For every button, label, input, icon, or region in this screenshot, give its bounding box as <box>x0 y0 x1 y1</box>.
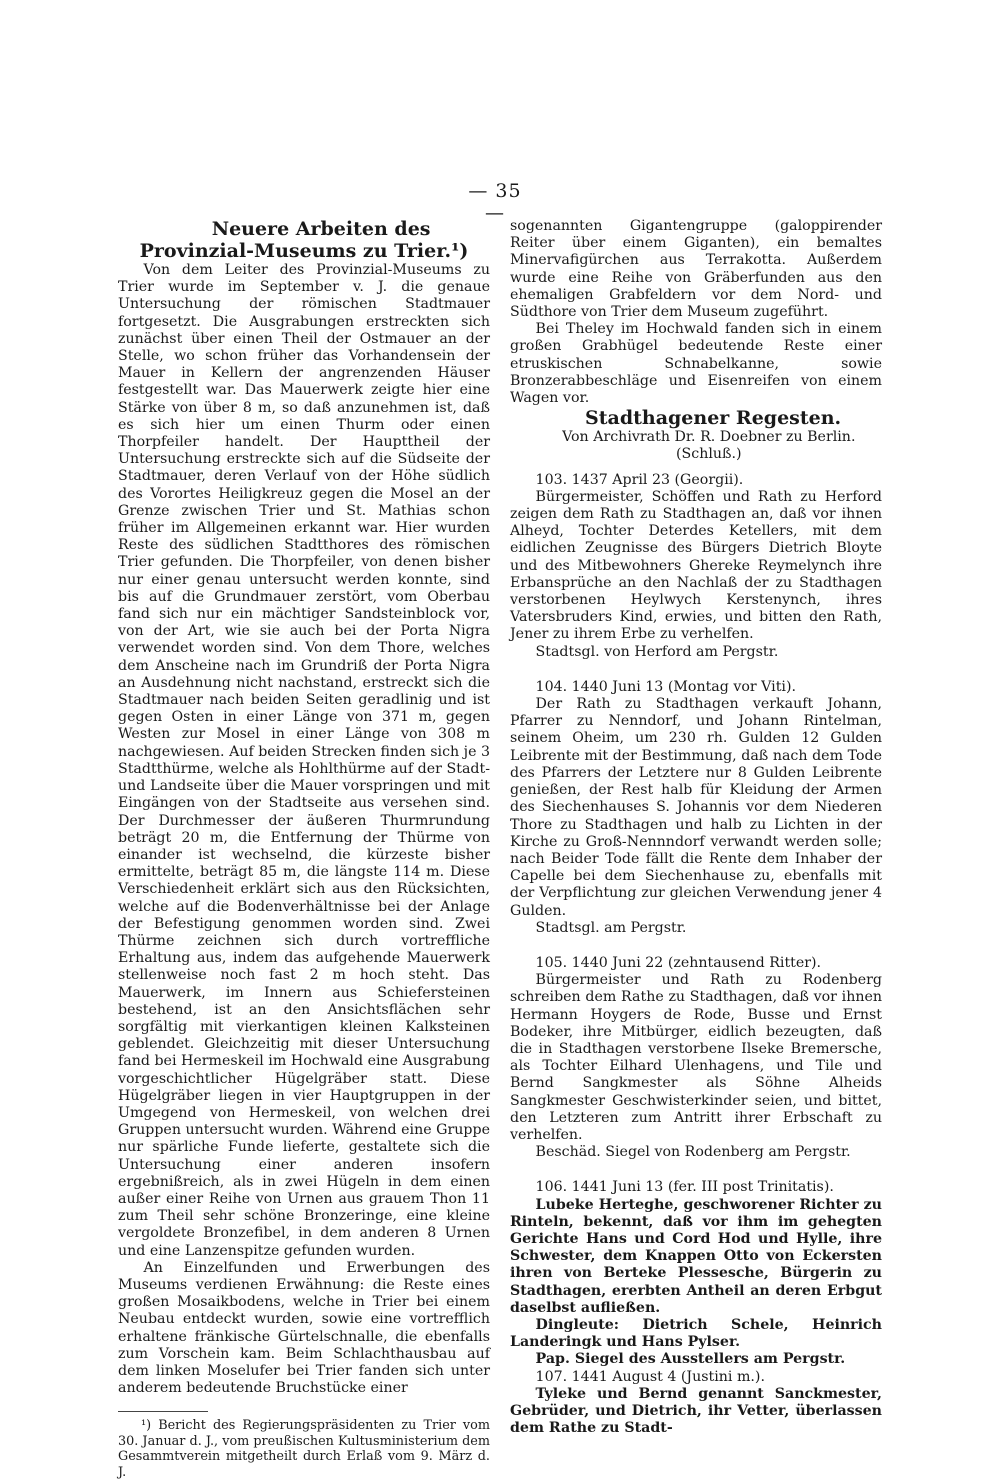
article-paragraph: An Einzelfunden und Erwerbungen des Museums verdienen Erwähnung: die Reste eines großen Mosaikbodens, welche in Trier bei einem Neubau entdeckt wurden, sowie eine vortrefflich erhaltene fränkische Gürtelschnalle, die ebenfalls zum Vorschein kam. Beim Schlachthausbau auf dem linken Moselufer bei Trier fanden sich unter anderem bedeutende Bruchstücke einer <box>118 1259 490 1397</box>
entry-seal-note: Beschäd. Siegel von Rodenberg am Pergstr. <box>535 1144 851 1161</box>
footnote-divider <box>118 1411 208 1412</box>
article-paragraph: sogenannten Gigantengruppe (galoppirender Reiter über einem Giganten), ein bemaltes Minervafigürchen aus Terrakotta. Außerdem wurde eine Reihe von Gräberfunden aus den ehemaligen Grabfeldern vor dem Nord- und Südthore von Trier dem Museum zugeführt. <box>510 218 882 321</box>
regest-entry-107 <box>510 1369 882 1438</box>
entry-text: Bürgermeister und Rath zu Rodenberg schreiben dem Rathe zu Stadthagen, daß vor ihnen Hermann Hoygers de Rode, Busse und Ernst Bodeker, ihre Mitbürger, eidlich bezeugten, daß die in Stadthagen verstorbene Ilseke Bremersche, als Tochter Eilhard Ulenhagens, und Tile und Bernd Sangkmester als Söhne Alheids Sangkmester Geschwisterkinder seien, und bittet, den Letzteren zum Antritt ihrer Erbschaft zu verhelfen. <box>510 972 882 1143</box>
footnote: ¹) Bericht des Regierungspräsidenten zu Trier vom 30. Januar d. J., vom preußischen Kultusministerium dem Gesammtverein mitgetheilt durch Erlaß vom 9. März d. J. <box>118 1418 490 1480</box>
entry-text: Der Rath zu Stadthagen verkauft Johann, Pfarrer zu Nenndorf, und Johann Rintelman, seinem Oheim, um 230 rh. Gulden 12 Gulden Leibrente mit der Bestimmung, daß nach dem Tode des Pfarrers der Letztere nur 8 Gulden Leibrente genießen, der Rest halb für Kleidung der Armen des Siechenhauses S. Johannis vor dem Niederen Thore zu Stadthagen und halb zu Lichten in der Kirche zu Groß-Nennndorf verwandt werden solle; nach Beider Tode fällt die Rente dem Inhaber der Capelle bei dem Siechenhause zu, ebenfalls mit der Verpflichtung zur gleichen Verwendung jener 4 Gulden. <box>510 696 882 919</box>
continuation-note: (Schluß.) <box>676 446 742 463</box>
entry-heading: 104. 1440 Juni 13 (Montag vor Viti). <box>535 678 796 695</box>
entry-text: Bürgermeister, Schöffen und Rath zu Herford zeigen dem Rath zu Stadthagen an, daß vor ihnen Alheyd, Tochter Deterdes Ketellers, mit dem eidlichen Zeugnisse des Bürgers Dietrich Bloyte und des Mitbewohners Ghereke Reymelynch ihre Erbansprüche an den Nachlaß der zu Stadthagen verstorbenen Heylwych Kerstenynch, ihres Vatersbruders Kind, erwies, und bitten den Rath, Jener zu ihrem Erbe zu verhelfen. <box>510 488 882 643</box>
regest-entry-106 <box>510 1179 882 1368</box>
regest-entry-104 <box>510 679 882 937</box>
article-paragraph: Von dem Leiter des Provinzial-Museums zu Trier wurde im September v. J. die genaue Untersuchung der römischen Stadtmauer fortgesetzt. Die Ausgrabungen erstreckten sich zunächst über einen Theil der Ostmauer an der Stelle, wo schon früher das Vorhandensein der Mauer in Kellern der angrenzenden Häuser festgestellt war. Das Mauerwerk zeigte hier eine Stärke von über 8 m, so daß anzunehmen ist, daß es sich hier um einen Thurm oder einen Thorpfeiler handelt. Der Haupttheil der Untersuchung erstreckte sich auf die Südseite der Stadtmauer, deren Verlauf von der Höhe südlich des Vorortes Heiligkreuz gegen die Mosel an der Grenze zwischen Trier und St. Mathias schon früher im Allgemeinen erkannt war. Hier wurden Reste des südlichen Stadtthores des römischen Trier gefunden. Die Thorpfeiler, von denen bisher nur einer genau untersucht werden konnte, sind bis auf die Grundmauer zerstört, vom Oberbau fand sich nur ein mächtiger Sandsteinblock vor, von der Art, wie sie auch bei der Porta Nigra verwendet worden sind. Von dem Thore, welches dem Anscheine nach im Grundriß der Porta Nigra an Ausdehnung nicht nachstand, erstreckt sich die Stadtmauer nach beiden Seiten geradlinig und ist gegen Osten in einer Länge von 371 m, gegen Westen zur Mosel in einer Länge von 308 m nachgewiesen. Auf beiden Strecken finden sich je 3 Stadtthürme, welche als Hohlthürme auf der Stadt- und Landseite über die Mauer vorspringen und mit Eingängen von der Stadtseite aus versehen sind. Der Durchmesser der äußeren Thurmrundung beträgt 20 m, die Entfernung der Thürme von einander ist wechselnd, die kürzeste bisher ermittelte, beträgt 85 m, die längste 114 m. Diese Verschiedenheit erklärt sich aus den Rücksichten, welche auf die Bodenverhältnisse bei der Anlage der Befestigung genommen worden sind. Zwei Thürme zeichnen sich durch vortreffliche Erhaltung aus, indem das aufgehende Mauerwerk stellenweise noch fast 2 m hoch steht. Das Mauerwerk, im Innern aus Schiefersteinen bestehend, ist an den Ansichtsflächen sehr sorgfältig mit vierkantigen kleinen Kalksteinen geblendet. Gleichzeitig mit dieser Untersuchung fand bei Hermeskeil im Hochwald eine Ausgrabung vorgeschichtlicher Hügelgräber statt. Diese Hügelgräber liegen in vier Hauptgruppen in der Umgegend von Hermeskeil, von welchen drei Gruppen untersucht wurden. Während eine Gruppe nur spärliche Funde lieferte, gestaltete sich die Untersuchung einer anderen insofern ergebnißreich, als in zwei Hügeln in dem einen außer einer Reihe von Urnen aus grauem Thon 11 zum Theil sehr schöne Bronzeringe, eine kleine vergoldete Bronzefibel, in dem anderen 8 Urnen und eine Lanzenspitze gefunden wurden. <box>118 262 491 1259</box>
entry-seal-note: Pap. Siegel des Ausstellers am Pergstr. <box>535 1351 846 1368</box>
author-byline: Von Archivrath Dr. R. Doebner zu Berlin. <box>562 429 856 446</box>
left-column <box>118 218 490 1480</box>
entry-seal-note: Stadtsgl. von Herford am Pergstr. <box>535 643 779 660</box>
regest-entry-105 <box>510 955 882 1161</box>
right-column <box>510 218 882 1437</box>
entry-heading: 106. 1441 Juni 13 (fer. III post Trinitatis). <box>535 1179 834 1196</box>
entry-seal-note: Stadtsgl. am Pergstr. <box>535 919 687 936</box>
entry-witnesses: Dingleute: Dietrich Schele, Heinrich Landeringk und Hans Pylser. <box>510 1316 882 1351</box>
article-paragraph: Bei Theley im Hochwald fanden sich in einem großen Grabhügel bedeutende Reste einer etruskischen Schnabelkanne, sowie Bronzerabbeschläge und Eisenreifen von einem Wagen vor. <box>510 321 882 407</box>
article-heading-regesten: Stadthagener Regesten. <box>585 407 842 430</box>
entry-heading: 107. 1441 August 4 (Justini m.). <box>535 1368 765 1385</box>
article-heading-trier: Neuere Arbeiten des Provinzial-Museums zu Trier.¹) <box>139 218 469 262</box>
entry-heading: 105. 1440 Juni 22 (zehntausend Ritter). <box>535 954 822 971</box>
page-number: — 35 — <box>468 180 522 224</box>
regest-entry-103 <box>510 472 882 661</box>
entry-text: Tyleke und Bernd genannt Sanckmester, Gebrüder, und Dietrich, ihr Vetter, überlassen dem Rathe zu Stadt- <box>510 1385 882 1437</box>
entry-heading: 103. 1437 April 23 (Georgii). <box>535 471 744 488</box>
entry-text: Lubeke Herteghe, geschworener Richter zu Rinteln, bekennt, daß vor ihm im gehegten Gerichte Hans und Cord Hod und Hylle, ihre Schwester, dem Knappen Otto von Eckersten ihren von Berteke Plessesche, Bürgerin zu Stadthagen, ererbten Antheil an deren Erbgut daselbst aufließen. <box>510 1196 882 1316</box>
